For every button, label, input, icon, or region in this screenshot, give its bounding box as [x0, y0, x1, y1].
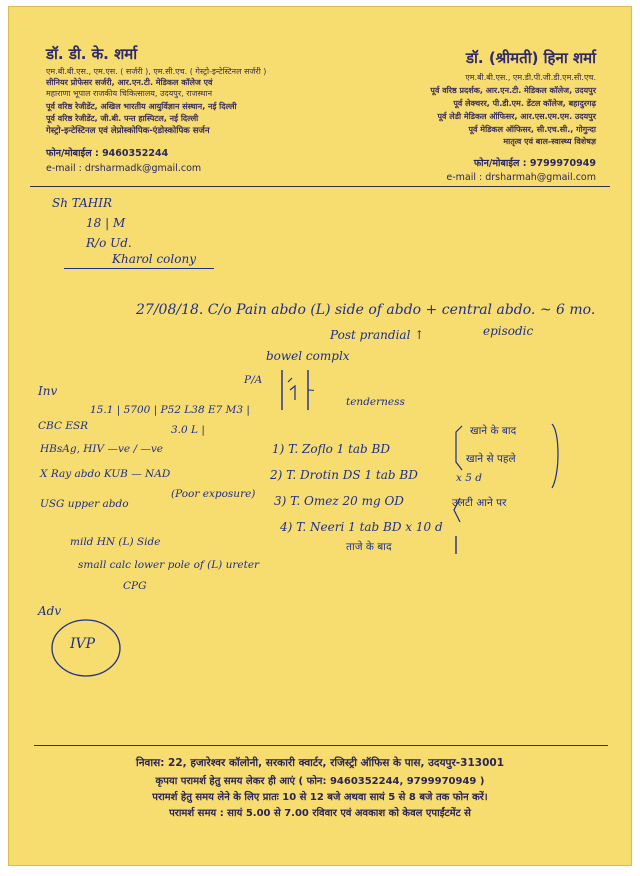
- complaint-line: bowel complx: [266, 349, 350, 363]
- complaint-line: episodic: [483, 324, 534, 338]
- left-doctor-phone: फोन/मोबाईल : 9460352244: [46, 148, 169, 159]
- complaint-line: Post prandial ↑: [330, 328, 425, 342]
- left-doctor-line: एम.बी.बी.एस., एम.एस. ( सर्जरी ), एम.सी.एच. ( गेस्ट्रो-इन्टेस्टिनल सर्जरी ): [46, 67, 267, 76]
- right-doctor-line: एम.बी.बी.एस., एम.डी.पी.जी.डी.एम.सी.एच.: [465, 73, 596, 82]
- inv-finding: small calc lower pole of (L) ureter: [78, 559, 260, 571]
- left-doctor-line: सीनियर प्रोफेसर सर्जरी, आर.एन.टी. मेडिकल कॉलेज एवं: [46, 78, 213, 87]
- inv-finding: mild HN (L) Side: [70, 536, 161, 548]
- footer-consult: परामर्श समय : सायं 5.00 से 7.00 रविवार एवं अवकाश को केवल एपाईंटमेंट से: [169, 808, 471, 819]
- right-doctor-line: पूर्व वरिष्ठ प्रदर्शक, आर.एन.टी. मेडिकल कॉलेज, उदयपुर: [430, 86, 596, 95]
- inv-usg: USG upper abdo: [40, 498, 129, 510]
- footer-timing: परामर्श हेतु समय लेने के लिए प्रातः 10 से 12 बजे अथवा सायं 5 से 8 बजे तक फोन करें।: [152, 792, 488, 803]
- right-doctor-line: पूर्व लेक्चरर, पी.डी.एम. डेंटल कॉलेज, बहादुरगढ़: [453, 99, 596, 108]
- rx-note: खाने से पहले: [466, 453, 516, 465]
- left-doctor-line: महाराणा भूपाल राजकीय चिकित्सालय, उदयपुर, राजस्थान: [46, 89, 213, 98]
- inv-finding: CPG: [123, 580, 147, 592]
- rx-brackets: [444, 418, 564, 558]
- rx-item-4: 4) T. Neeri 1 tab BD x 10 d: [280, 520, 443, 534]
- inv-label: Inv: [38, 384, 58, 398]
- rx-item-3: 3) T. Omez 20 mg OD: [274, 494, 404, 508]
- rx-item-2: 2) T. Drotin DS 1 tab BD: [270, 468, 418, 482]
- prescription-sheet: [8, 6, 632, 866]
- advice-label: Adv: [38, 604, 62, 618]
- patient-age-sex: 18 | M: [86, 216, 126, 230]
- patient-address: R/o Ud.: [86, 236, 132, 250]
- right-doctor-line: पूर्व मेडिकल ऑफिसर, सी.एच.सी., गोगुन्दा: [468, 125, 596, 134]
- inv-cbc: CBC ESR: [38, 420, 89, 432]
- footer-divider: [34, 745, 608, 746]
- exam-pa: P/A: [244, 374, 263, 386]
- footer-address: निवास: 22, हजारेश्वर कॉलोनी, सरकारी क्वार्टर, रजिस्ट्री ऑफिस के पास, उदयपुर-313001: [136, 757, 504, 769]
- rx-note: ताजे के बाद: [346, 541, 392, 553]
- footer-appointment: कृपया परामर्श हेतु समय लेकर ही आएं ( फोन: 9460352244, 9799970949 ): [155, 776, 485, 787]
- right-doctor-email: e-mail : drsharmah@gmail.com: [446, 172, 596, 183]
- rx-item-1: 1) T. Zoflo 1 tab BD: [272, 442, 390, 456]
- inv-xray-note: (Poor exposure): [171, 488, 256, 500]
- left-doctor-name: डॉ. डी. के. शर्मा: [46, 45, 138, 63]
- right-doctor-phone: फोन/मोबाईल : 9799970949: [473, 158, 596, 169]
- right-doctor-line: पूर्व लेडी मेडिकल ऑफिसर, आर.एस.एम.एम. उदयपुर: [437, 112, 596, 121]
- left-doctor-email: e-mail : drsharmadk@gmail.com: [46, 163, 202, 174]
- left-doctor-line: पूर्व वरिष्ठ रेजीडेंट, जी.बी. पन्त हास्पिटल, नई दिल्ली: [46, 114, 199, 123]
- left-doctor-line: पूर्व वरिष्ठ रेजीडेंट, अखिल भारतीय आयुर्विज्ञान संस्थान, नई दिल्ली: [46, 102, 237, 111]
- patient-colony: Kharol colony: [112, 252, 196, 266]
- inv-hbsag: HBsAg, HIV —ve / —ve: [40, 443, 163, 455]
- inv-cbc-value-2: 3.0 L |: [171, 424, 205, 436]
- patient-name: Sh TAHIR: [52, 196, 113, 210]
- inv-xray: X Ray abdo KUB — NAD: [40, 468, 171, 480]
- right-doctor-name: डॉ. (श्रीमती) हिना शर्मा: [465, 49, 596, 67]
- rx-note: x 5 d: [456, 472, 482, 484]
- inv-cbc-values: 15.1 | 5700 | P52 L38 E7 M3 |: [90, 404, 250, 416]
- exam-tenderness: tenderness: [346, 396, 405, 408]
- left-doctor-line: गेस्ट्रो-इन्टेस्टिनल एवं लेप्रोस्कोपिक-एंडोस्कोपिक सर्जन: [46, 126, 210, 136]
- abdomen-sketch: [278, 368, 314, 412]
- header-divider: [30, 186, 610, 187]
- rx-note: उलटी आने पर: [452, 497, 507, 509]
- advice-ivp: IVP: [70, 636, 96, 652]
- right-doctor-line: मातृत्व एवं बाल-स्वास्थ्य विशेषज्ञ: [503, 137, 596, 146]
- rx-note: खाने के बाद: [470, 425, 517, 437]
- complaint-line: 27/08/18. C/o Pain abdo (L) side of abdo + central abdo. ~ 6 mo.: [136, 302, 596, 318]
- patient-underline: [64, 268, 214, 269]
